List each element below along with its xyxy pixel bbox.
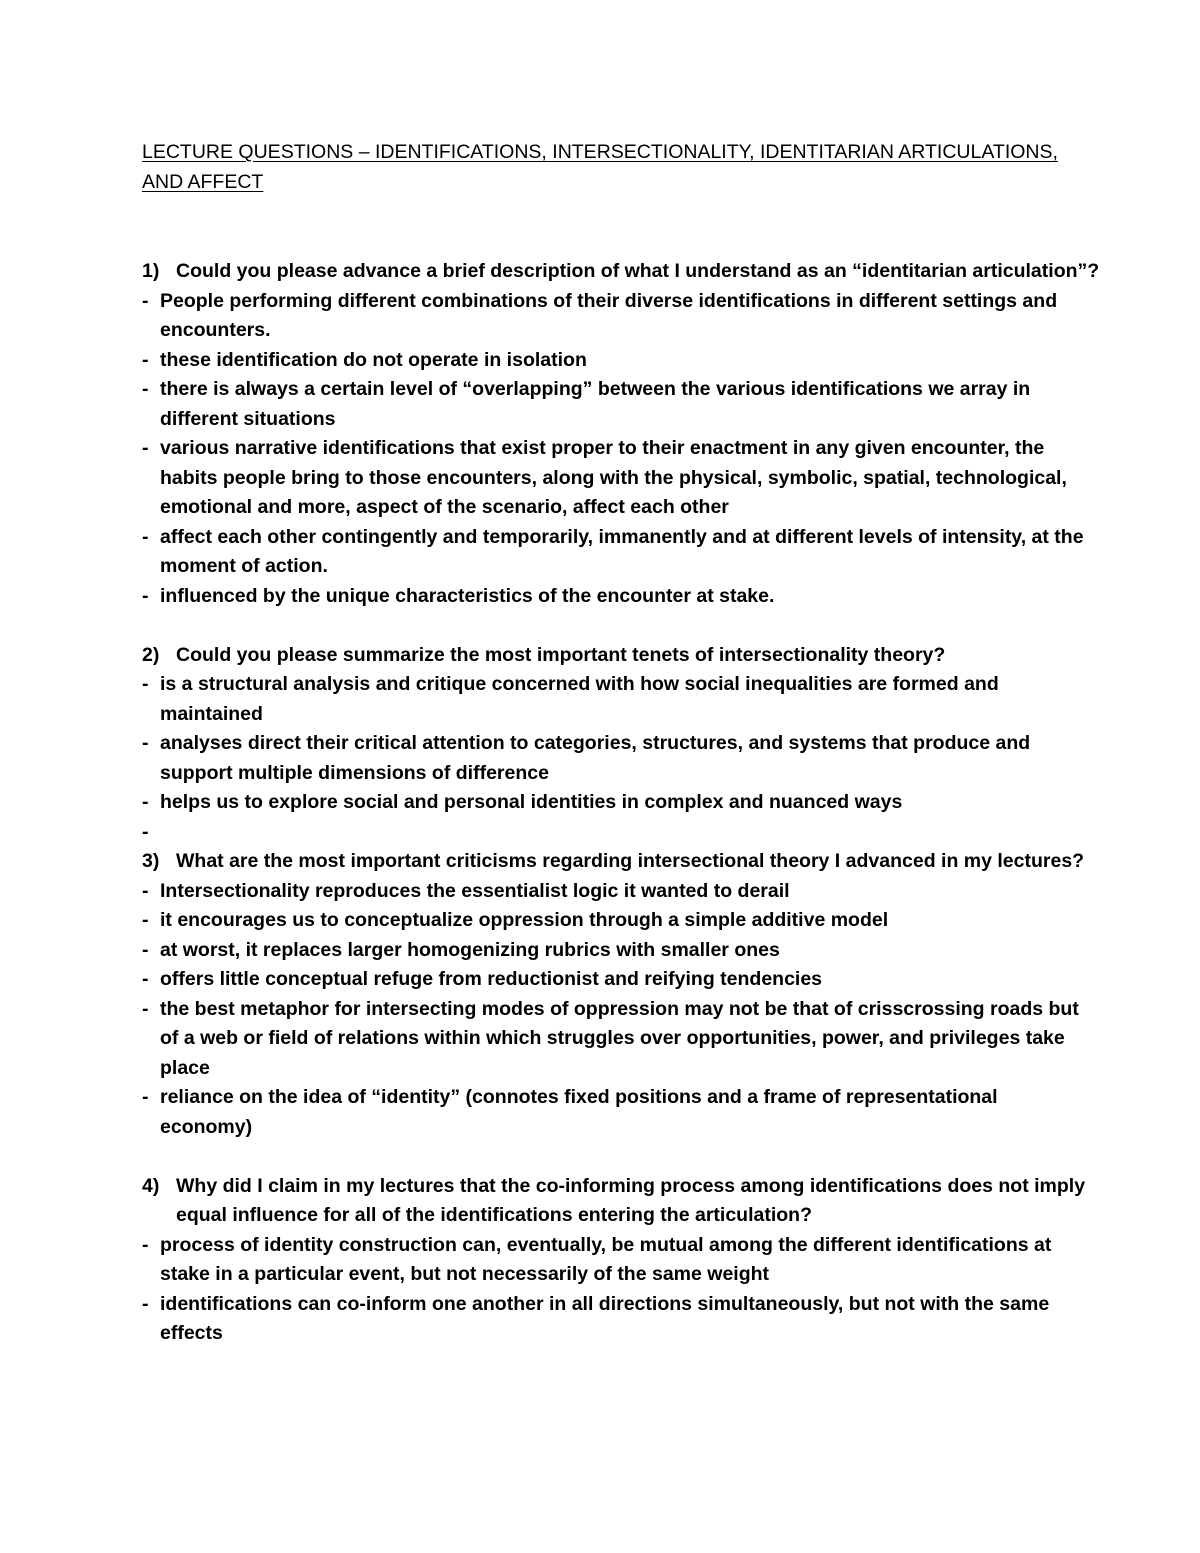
answer-text: reliance on the idea of “identity” (connotes fixed positions and a frame of representational economy) <box>160 1086 998 1138</box>
bullet-dash: - <box>142 968 149 990</box>
answer-text: helps us to explore social and personal identities in complex and nuanced ways <box>160 791 903 813</box>
question-section-1 <box>142 257 1102 611</box>
answer-item <box>142 1083 1102 1142</box>
bullet-dash: - <box>142 909 149 931</box>
answer-item <box>142 729 1102 788</box>
answer-item <box>142 936 1102 966</box>
bullet-dash: - <box>142 732 149 754</box>
bullet-dash: - <box>142 997 149 1020</box>
answer-item <box>142 523 1102 582</box>
answer-text: Intersectionality reproduces the essentialist logic it wanted to derail <box>160 879 790 902</box>
answer-text: identifications can co-inform one another in all directions simultaneously, but not with the same effects <box>160 1292 1050 1344</box>
question-number: 1) <box>142 260 160 282</box>
answer-item <box>142 788 1102 818</box>
answer-item <box>142 434 1102 523</box>
answer-item <box>142 670 1102 729</box>
answer-item <box>142 906 1102 936</box>
answer-text: the best metaphor for intersecting modes of oppression may not be that of crisscrossing roads but of a web or field of relations within which struggles over opportunities, power, and privileges take place <box>160 997 1079 1079</box>
question-heading <box>142 641 1102 671</box>
bullet-dash: - <box>142 525 149 548</box>
answer-item <box>142 1290 1102 1349</box>
bullet-dash: - <box>142 820 149 843</box>
answer-item <box>142 1231 1102 1290</box>
answer-text: analyses direct their critical attention to categories, structures, and systems that produce and support multiple dimensions of difference <box>160 732 1031 784</box>
bullet-dash: - <box>142 1086 149 1108</box>
document-page <box>142 138 1102 1378</box>
answer-text: these identification do not operate in isolation <box>160 348 587 371</box>
answer-text: it encourages us to conceptualize oppression through a simple additive model <box>160 909 889 931</box>
bullet-dash: - <box>142 879 149 902</box>
bullet-dash: - <box>142 673 149 695</box>
answer-list <box>142 287 1102 612</box>
question-section-2 <box>142 641 1102 848</box>
answer-text: various narrative identifications that exist proper to their enactment in any given encounter, the habits people bring to those encounters, along with the physical, symbolic, spatial, technological, emotional and more, aspect of the scenario, affect each other <box>160 437 1067 518</box>
bullet-dash: - <box>142 1233 149 1256</box>
question-number: 4) <box>142 1174 160 1197</box>
question-heading <box>142 847 1102 877</box>
question-heading <box>142 257 1102 287</box>
question-number: 2) <box>142 643 160 666</box>
answer-item <box>142 582 1102 612</box>
answer-list <box>142 670 1102 847</box>
answer-item <box>142 965 1102 995</box>
answer-item <box>142 995 1102 1084</box>
question-section-4 <box>142 1172 1102 1349</box>
answer-text: influenced by the unique characteristics of the encounter at stake. <box>160 584 775 607</box>
answer-item <box>142 287 1102 346</box>
answer-text: People performing different combinations of their diverse identifications in different settings and encounters. <box>160 289 1058 341</box>
answer-item <box>142 818 1102 848</box>
answer-text: process of identity construction can, eventually, be mutual among the different identifications at stake in a particular event, but not necessarily of the same weight <box>160 1233 1052 1285</box>
answer-item <box>142 375 1102 434</box>
answer-list <box>142 1231 1102 1349</box>
answer-text <box>160 818 1102 848</box>
answer-item <box>142 877 1102 907</box>
document-title: LECTURE QUESTIONS – IDENTIFICATIONS, INTERSECTIONALITY, IDENTITARIAN ARTICULATIONS, AND AFFECT <box>142 141 1058 193</box>
bullet-dash: - <box>142 1292 149 1315</box>
bullet-dash: - <box>142 378 149 400</box>
bullet-dash: - <box>142 938 149 961</box>
bullet-dash: - <box>142 791 149 813</box>
answer-text: affect each other contingently and temporarily, immanently and at different levels of intensity, at the moment of action. <box>160 525 1084 577</box>
question-text: Could you please advance a brief description of what I understand as an “identitarian articulation”? <box>176 260 1100 282</box>
answer-item <box>142 346 1102 376</box>
answer-text: offers little conceptual refuge from reductionist and reifying tendencies <box>160 968 823 990</box>
question-text: Why did I claim in my lectures that the co-informing process among identifications does not imply equal influence for all of the identifications entering the articulation? <box>176 1174 1086 1226</box>
bullet-dash: - <box>142 437 149 459</box>
question-heading <box>142 1172 1102 1231</box>
bullet-dash: - <box>142 289 149 312</box>
answer-text: there is always a certain level of “overlapping” between the various identifications we array in different situations <box>160 378 1031 430</box>
bullet-dash: - <box>142 584 149 607</box>
question-number: 3) <box>142 850 160 872</box>
question-text: Could you please summarize the most important tenets of intersectionality theory? <box>176 643 946 666</box>
question-section-3 <box>142 847 1102 1142</box>
answer-list <box>142 877 1102 1143</box>
question-text: What are the most important criticisms regarding intersectional theory I advanced in my lectures? <box>176 850 1085 872</box>
bullet-dash: - <box>142 348 149 371</box>
answer-text: is a structural analysis and critique concerned with how social inequalities are formed and maintained <box>160 673 999 725</box>
answer-text: at worst, it replaces larger homogenizing rubrics with smaller ones <box>160 938 780 961</box>
